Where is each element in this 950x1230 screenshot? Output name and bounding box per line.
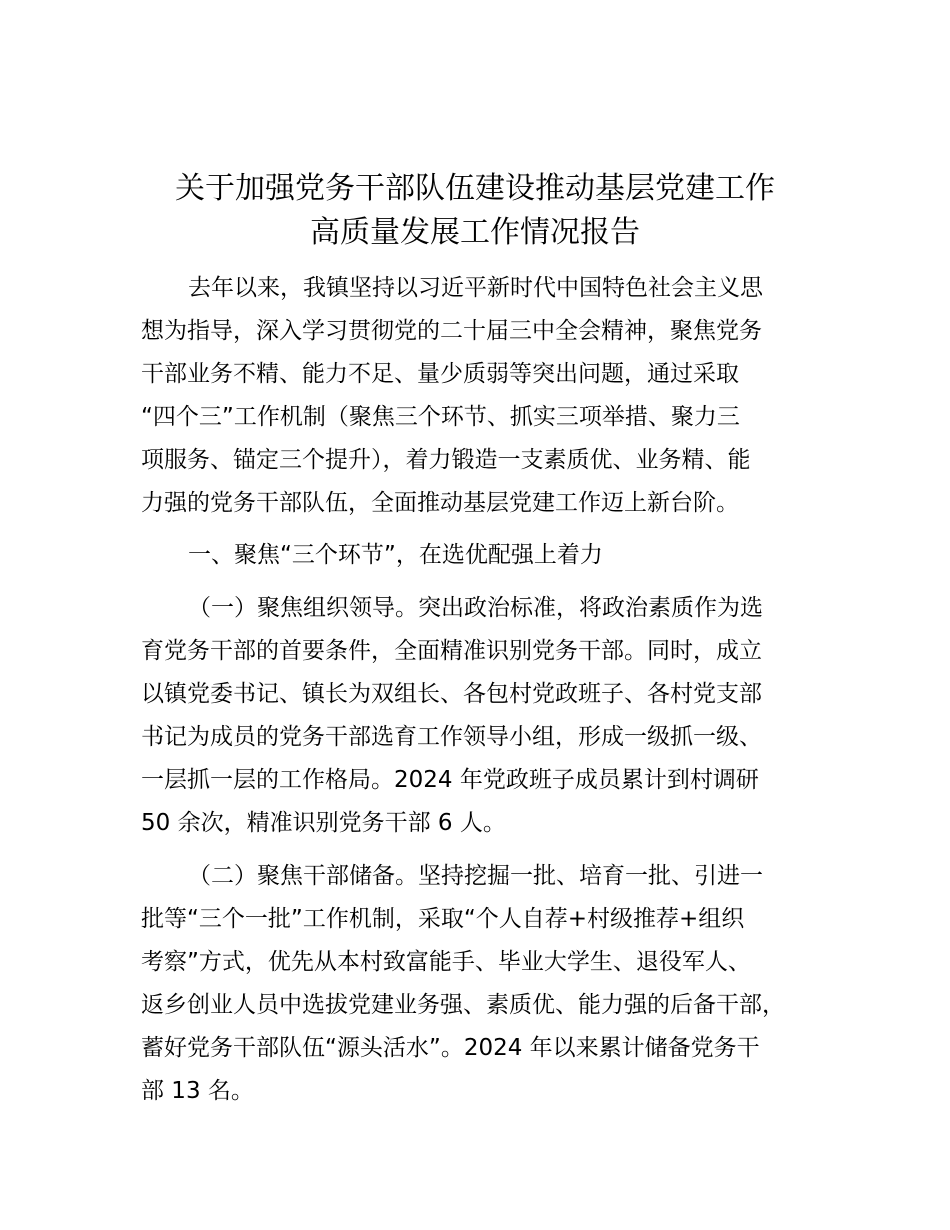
subsection-2-line: 批等“三个一批”工作机制，采取“个人自荐+村级推荐+组织 (141, 906, 745, 932)
intro-line: 去年以来，我镇坚持以习近平新时代中国特色社会主义思 (188, 275, 763, 301)
section-heading: 一、聚焦“三个环节”，在选优配强上着力 (188, 542, 603, 568)
intro-line: “四个三”工作机制（聚焦三个环节、抓实三项举措、聚力三 (141, 404, 740, 430)
document-title-line-1: 关于加强党务干部队伍建设推动基层党建工作 (175, 171, 775, 206)
subsection-2-line: 蓄好党务干部队伍“源头活水”。2024 年以来累计储备党务干 (141, 1035, 760, 1061)
subsection-1-line: 以镇党委书记、镇长为双组长、各包村党政班子、各村党支部 (141, 681, 762, 707)
subsection-1-line: 50 余次，精准识别党务干部 6 人。 (141, 810, 506, 836)
subsection-1-line: 一层抓一层的工作格局。2024 年党政班子成员累计到村调研 (141, 767, 759, 793)
intro-line: 想为指导，深入学习贯彻党的二十届三中全会精神，聚焦党务 (141, 318, 762, 344)
subsection-2-line: （二）聚焦干部储备。坚持挖掘一批、培育一批、引进一 (188, 863, 763, 889)
subsection-2-line: 考察”方式，优先从本村致富能手、毕业大学生、退役军人、 (141, 949, 751, 975)
subsection-1-line: 育党务干部的首要条件，全面精准识别党务干部。同时，成立 (141, 638, 762, 664)
subsection-1-line: 书记为成员的党务干部选育工作领导小组，形成一级抓一级、 (141, 724, 762, 750)
document-title-line-2: 高质量发展工作情况报告 (310, 215, 640, 250)
subsection-2-line: 部 13 名。 (141, 1078, 254, 1104)
intro-line: 项服务、锚定三个提升），着力锻造一支素质优、业务精、能 (141, 447, 751, 473)
subsection-1-line: （一）聚焦组织领导。突出政治标准，将政治素质作为选 (188, 595, 763, 621)
subsection-2-line: 返乡创业人员中选拔党建业务强、素质优、能力强的后备干部， (141, 992, 785, 1018)
intro-line: 干部业务不精、能力不足、量少质弱等突出问题，通过采取 (141, 361, 739, 387)
intro-line: 力强的党务干部队伍，全面推动基层党建工作迈上新台阶。 (141, 490, 739, 516)
